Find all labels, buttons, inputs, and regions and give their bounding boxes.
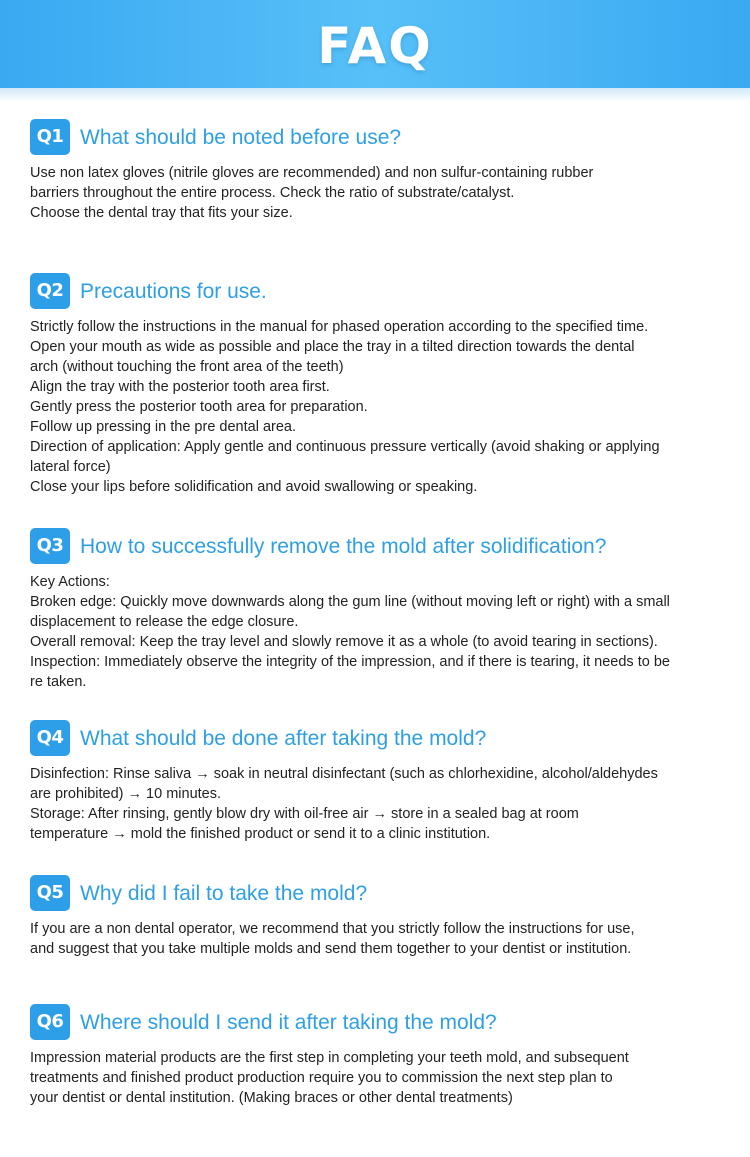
answer-line: Open your mouth as wide as possible and place the tray in a tilted direction towards the dental	[30, 339, 635, 355]
answer-line: displacement to release the edge closure.	[30, 614, 299, 630]
faq-item-1	[30, 119, 730, 223]
answer-text	[30, 764, 730, 844]
answer-text	[30, 919, 730, 959]
question-badge: Q6	[30, 1004, 70, 1040]
question-title: Why did I fail to take the mold?	[80, 882, 368, 905]
answer-line: Choose the dental tray that fits your size.	[30, 205, 293, 221]
answer-line: Broken edge: Quickly move downwards along the gum line (without moving left or right) with a small	[30, 594, 670, 610]
answer-line: Inspection: Immediately observe the integrity of the impression, and if there is tearing, it needs to be	[30, 654, 670, 670]
banner-shadow	[0, 88, 750, 102]
answer-line: Align the tray with the posterior tooth area first.	[30, 379, 330, 395]
answer-line: your dentist or dental institution. (Making braces or other dental treatments)	[30, 1090, 513, 1106]
answer-line: Impression material products are the first step in completing your teeth mold, and subsequent	[30, 1050, 629, 1066]
question-title: Where should I send it after taking the mold?	[80, 1011, 497, 1034]
answer-text	[30, 1048, 730, 1108]
answer-line: temperature → mold the finished product or send it to a clinic institution.	[30, 826, 491, 842]
answer-line: If you are a non dental operator, we recommend that you strictly follow the instructions for use,	[30, 921, 635, 937]
answer-line: Disinfection: Rinse saliva → soak in neutral disinfectant (such as chlorhexidine, alcohol/aldehydes	[30, 766, 658, 782]
answer-line: and suggest that you take multiple molds and send them together to your dentist or institution.	[30, 941, 632, 957]
question-badge: Q4	[30, 720, 70, 756]
faq-question-header	[30, 720, 730, 760]
faq-item-2	[30, 273, 730, 497]
answer-line: Follow up pressing in the pre dental area.	[30, 419, 296, 435]
answer-line: Use non latex gloves (nitrile gloves are recommended) and non sulfur-containing rubber	[30, 165, 594, 181]
answer-line: Key Actions:	[30, 574, 110, 590]
answer-line: Close your lips before solidification and avoid swallowing or speaking.	[30, 479, 478, 495]
answer-text	[30, 317, 730, 497]
answer-line: barriers throughout the entire process. Check the ratio of substrate/catalyst.	[30, 185, 515, 201]
faq-item-5	[30, 875, 730, 959]
faq-question-header	[30, 528, 730, 568]
answer-line: Strictly follow the instructions in the manual for phased operation according to the specified time.	[30, 319, 649, 335]
faq-question-header	[30, 119, 730, 159]
faq-item-3	[30, 528, 730, 692]
faq-item-6	[30, 1004, 730, 1108]
question-badge: Q2	[30, 273, 70, 309]
answer-line: re taken.	[30, 674, 87, 690]
answer-line: Direction of application: Apply gentle and continuous pressure vertically (avoid shaking or applying	[30, 439, 660, 455]
answer-line: arch (without touching the front area of the teeth)	[30, 359, 344, 375]
faq-question-header	[30, 875, 730, 915]
answer-line: Gently press the posterior tooth area for preparation.	[30, 399, 368, 415]
question-title: How to successfully remove the mold after solidification?	[80, 535, 607, 558]
question-title: Precautions for use.	[80, 280, 267, 303]
question-badge: Q1	[30, 119, 70, 155]
answer-line: are prohibited) → 10 minutes.	[30, 786, 222, 802]
faq-question-header	[30, 273, 730, 313]
answer-text	[30, 163, 730, 223]
question-badge: Q5	[30, 875, 70, 911]
question-title: What should be noted before use?	[80, 126, 402, 149]
page-title: FAQ	[317, 17, 433, 75]
answer-line: lateral force)	[30, 459, 111, 475]
answer-line: treatments and finished product production require you to commission the next step plan to	[30, 1070, 613, 1086]
faq-item-4	[30, 720, 730, 844]
question-badge: Q3	[30, 528, 70, 564]
answer-text	[30, 572, 730, 692]
faq-banner	[0, 0, 750, 88]
faq-question-header	[30, 1004, 730, 1044]
question-title: What should be done after taking the mold?	[80, 727, 487, 750]
answer-line: Storage: After rinsing, gently blow dry with oil-free air → store in a sealed bag at room	[30, 806, 579, 822]
answer-line: Overall removal: Keep the tray level and slowly remove it as a whole (to avoid tearing in sections).	[30, 634, 658, 650]
